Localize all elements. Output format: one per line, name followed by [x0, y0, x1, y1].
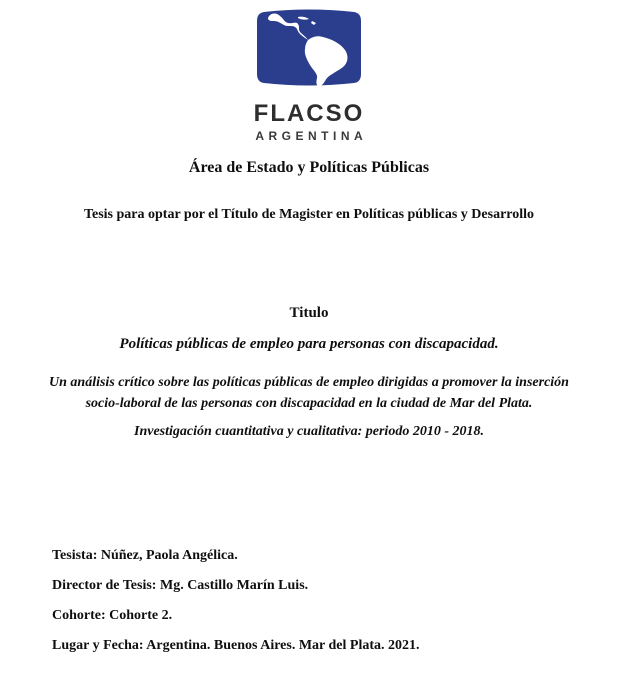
- title-label: Titulo: [289, 305, 329, 321]
- lugar-fecha-line: Lugar y Fecha: Argentina. Buenos Aires. Mar del Plata. 2021.: [52, 638, 420, 653]
- thesis-subtitle-line-1: Un análisis crítico sobre las políticas públicas de empleo dirigidas a promover la inserción: [49, 375, 569, 390]
- thesis-title: Políticas públicas de empleo para personas con discapacidad.: [119, 336, 499, 352]
- research-period-line: Investigación cuantitativa y cualitativa: periodo 2010 - 2018.: [134, 424, 484, 439]
- thesis-degree-line: Tesis para optar por el Título de Magister en Políticas públicas y Desarrollo: [83, 207, 535, 222]
- latin-america-map-icon: [254, 8, 364, 87]
- cohorte-line: Cohorte: Cohorte 2.: [52, 608, 173, 623]
- director-line: Director de Tesis: Mg. Castillo Marín Luis.: [52, 578, 309, 593]
- thesis-subtitle-line-2: socio-laboral de las personas con discapacidad en la ciudad de Mar del Plata.: [85, 396, 533, 411]
- logo-wordmark: FLACSO: [253, 100, 365, 127]
- thesis-details-block: [52, 541, 578, 661]
- thesis-subtitle: [0, 372, 618, 414]
- area-title: Área de Estado y Políticas Públicas: [188, 159, 430, 176]
- flacso-logo: [0, 8, 618, 142]
- logo-country-label: ARGENTINA: [255, 129, 368, 143]
- tesista-line: Tesista: Núñez, Paola Angélica.: [52, 548, 238, 563]
